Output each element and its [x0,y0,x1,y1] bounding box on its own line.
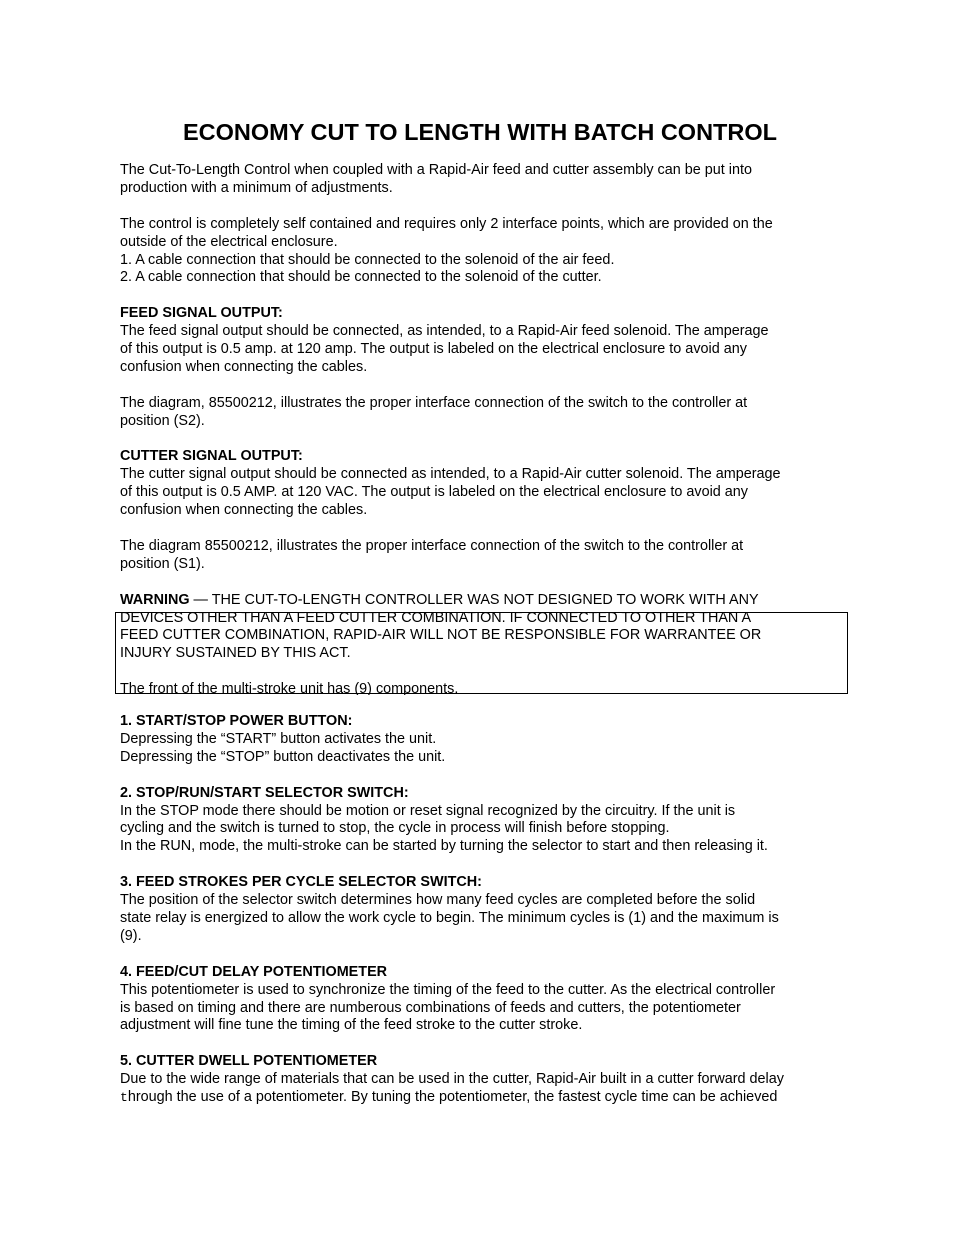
document-body [120,162,850,1125]
section-5: 5. CUTTER DWELL POTENTIOMETER Due to the wide range of materials that can be used in the cutter, Rapid-Air built in a cutter forward delay through the use of a potentiometer. By tuning the potentiometer, the fastest cycle time can be achieved [120,1053,850,1107]
components-note: The front of the multi-stroke unit has (9) components. [120,681,459,696]
section-2-heading: 2. STOP/RUN/START SELECTOR SWITCH: [120,784,409,801]
section-1: 1. START/STOP POWER BUTTON: Depressing the “START” button activates the unit. Depressing the “STOP” button deactivates the unit. [120,713,850,767]
page-title: ECONOMY CUT TO LENGTH WITH BATCH CONTROL [183,119,777,145]
cutter-signal-section: CUTTER SIGNAL OUTPUT: The cutter signal output should be connected as intended, to a Rapid-Air cutter solenoid. The amperage of this output is 0.5 AMP. at 120 VAC. The output is labeled on the electrical enclosure to avoid any confusion when connecting the cables. [120,448,850,520]
section-3-heading: 3. FEED STROKES PER CYCLE SELECTOR SWITCH: [120,874,482,891]
section-2: 2. STOP/RUN/START SELECTOR SWITCH: In the STOP mode there should be motion or reset signal recognized by the circuitry. If the unit is cycling and the switch is turned to stop, the cycle in process will finish before stopping. In the RUN, mode, the multi-stroke can be started by turning the selector to start and then releasing it. [120,785,850,857]
section-4: 4. FEED/CUT DELAY POTENTIOMETER This potentiometer is used to synchronize the timing of the feed to the cutter. As the electrical controller is based on timing and there are numberous combinations of feeds and cutters, the potentiometer adjustment will fine tune the timing of the feed stroke to the cutter stroke. [120,964,850,1036]
section-4-heading: 4. FEED/CUT DELAY POTENTIOMETER [120,963,388,980]
section-1-heading: 1. START/STOP POWER BUTTON: [120,713,353,730]
intro-paragraph: The Cut-To-Length Control when coupled with a Rapid-Air feed and cutter assembly can be put into production with a minimum of adjustments. [120,162,752,196]
feed-signal-section: FEED SIGNAL OUTPUT: The feed signal output should be connected, as intended, to a Rapid-Air feed solenoid. The amperage of this output is 0.5 amp. at 120 amp. The output is labeled on the electrical enclosure to avoid any confusion when connecting the cables. [120,305,850,377]
feed-signal-diagram-note: The diagram, 85500212, illustrates the proper interface connection of the switch to the controller at position (S2). [120,394,748,429]
interface-paragraph: The control is completely self contained and requires only 2 interface points, which are provided on the outside of the electrical enclosure. 1. A cable connection that should be connected to the solenoid of the air feed. 2. A cable connection that should be connected to the solenoid of the cutter. [120,215,773,286]
warning-label: WARNING [120,591,190,608]
section-3: 3. FEED STROKES PER CYCLE SELECTOR SWITCH: The position of the selector switch determines how many feed cycles are completed before the solid state relay is energized to allow the work cycle to begin. The minimum cycles is (1) and the maximum is (9). [120,874,850,946]
section-5-heading: 5. CUTTER DWELL POTENTIOMETER [120,1053,378,1070]
cutter-signal-heading: CUTTER SIGNAL OUTPUT: [120,448,303,465]
feed-signal-heading: FEED SIGNAL OUTPUT: [120,305,283,322]
cutter-signal-diagram-note: The diagram 85500212, illustrates the proper interface connection of the switch to the controller at position (S1). [120,537,744,572]
warning-paragraph: WARNING — THE CUT-TO-LENGTH CONTROLLER WAS NOT DESIGNED TO WORK WITH ANY DEVICES OTHER THAN A FEED CUTTER COMBINATION. IF CONNECTED TO OTHER THAN A FEED CUTTER COMBINATION, RAPID-AIR WILL NOT BE RESPONSIBLE FOR WARRANTEE OR INJURY SUSTAINED BY THIS ACT. [120,591,762,662]
